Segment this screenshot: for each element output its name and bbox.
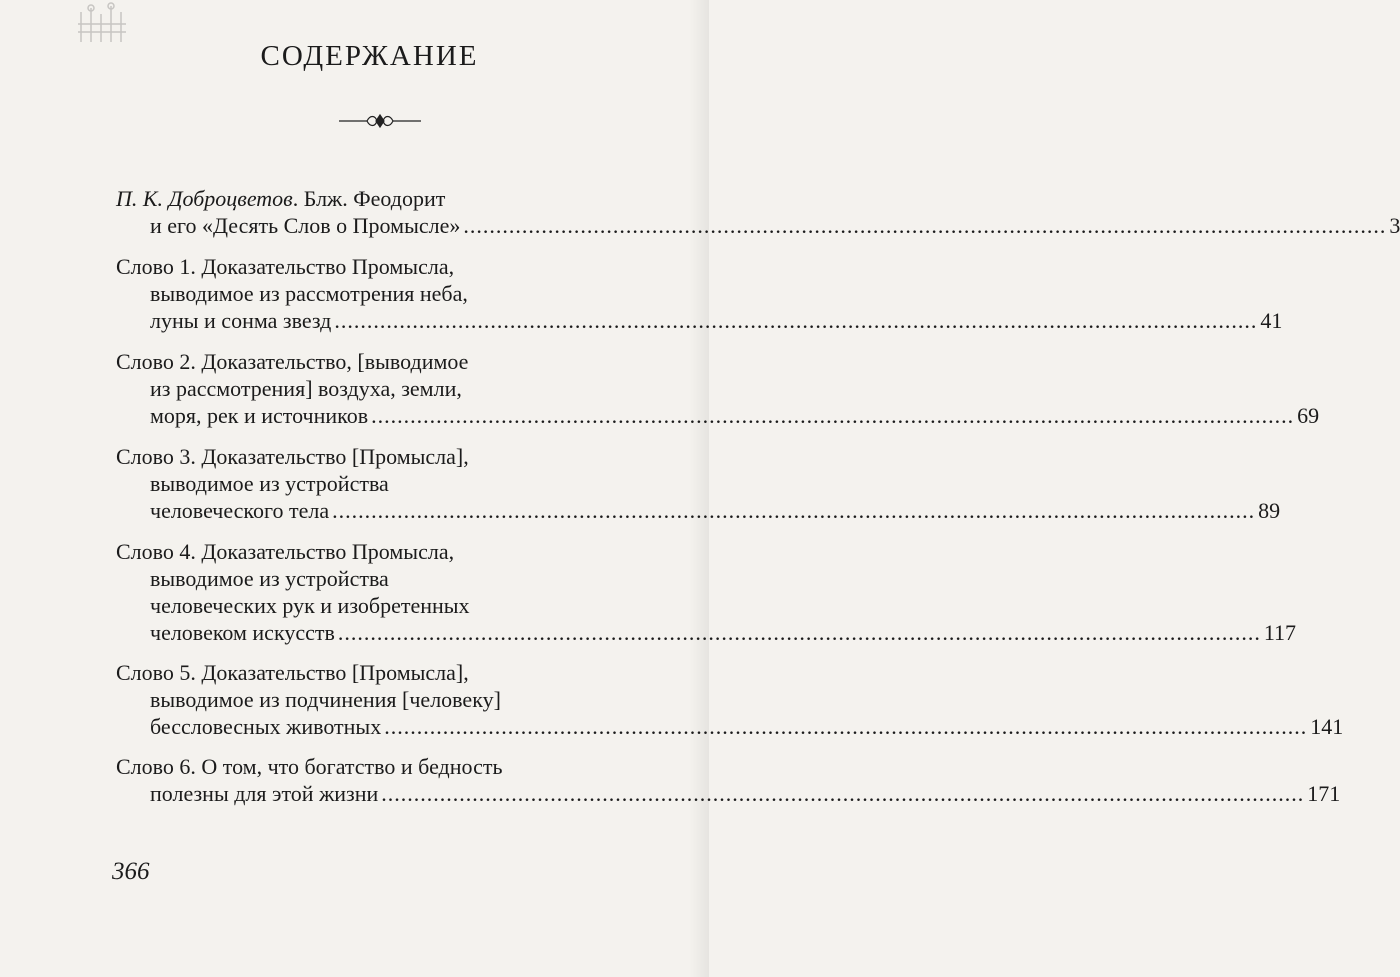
toc-entry[interactable]: Слово 5. Доказательство [Промысла], выводимое из подчинения [человеку] бессловесных животных ..... 141 (116, 659, 626, 740)
dot-leader (338, 620, 1261, 645)
divider-ornament-icon (337, 112, 423, 130)
toc-page-number: 3 (1389, 213, 1400, 238)
toc-page-number: 117 (1263, 620, 1297, 645)
toc-entry-last-line: человеком искусств ..... 117 (116, 619, 626, 646)
toc-entry[interactable] (116, 185, 1400, 239)
toc-entry-last-line: человеческого тела ..... 89 (116, 497, 626, 524)
toc-entry-last-line: луны и сонма звезд ..... 41 (116, 307, 626, 334)
toc-entry[interactable]: Слово 4. Доказательство Промысла, выводимое из устройства человеческих рук и изобретенных человеком искусств ..... 117 (116, 538, 626, 646)
toc-entry-author: П. К. Доброцветов (116, 186, 293, 211)
toc-entry[interactable]: Слово 2. Доказательство, [выводимое из рассмотрения] воздуха, земли, моря, рек и источников ..... 69 (116, 348, 626, 429)
toc-page-number: 41 (1260, 308, 1283, 333)
toc-page-number: 141 (1310, 714, 1344, 739)
page-edge-shadow (689, 0, 709, 977)
dot-leader (381, 781, 1304, 806)
dot-leader (334, 308, 1257, 333)
toc-entry-last-line: моря, рек и источников ..... 69 (116, 402, 626, 429)
toc-entry[interactable]: Слово 1. Доказательство Промысла, выводимое из рассмотрения неба, луны и сонма звезд ..... 41 (116, 253, 626, 334)
toc-entry[interactable]: Слово 6. О том, что богатство и бедность полезны для этой жизни ..... 171 (116, 753, 626, 807)
toc-page-number: 69 (1297, 403, 1320, 428)
dot-leader (463, 213, 1386, 238)
dot-leader (384, 714, 1307, 739)
toc-entry[interactable]: Слово 3. Доказательство [Промысла], выводимое из устройства человеческого тела ..... 89 (116, 443, 626, 524)
page-title: СОДЕРЖАНИЕ (260, 40, 479, 72)
dot-leader (332, 498, 1255, 523)
toc-entry-last-line: и его «Десять Слов о Промысле» ..... 3 (116, 212, 626, 239)
page-number: 366 (112, 858, 150, 885)
toc-entry-line: П. К. Доброцветов. Блж. Феодорит (116, 186, 446, 211)
table-of-contents (116, 175, 1400, 807)
toc-entry-last-line: полезны для этой жизни ..... 171 (116, 780, 626, 807)
toc-page-number: 89 (1258, 498, 1281, 523)
toc-page-number: 171 (1307, 781, 1341, 806)
toc-entry-last-line: бессловесных животных ..... 141 (116, 713, 626, 740)
dot-leader (371, 403, 1294, 428)
